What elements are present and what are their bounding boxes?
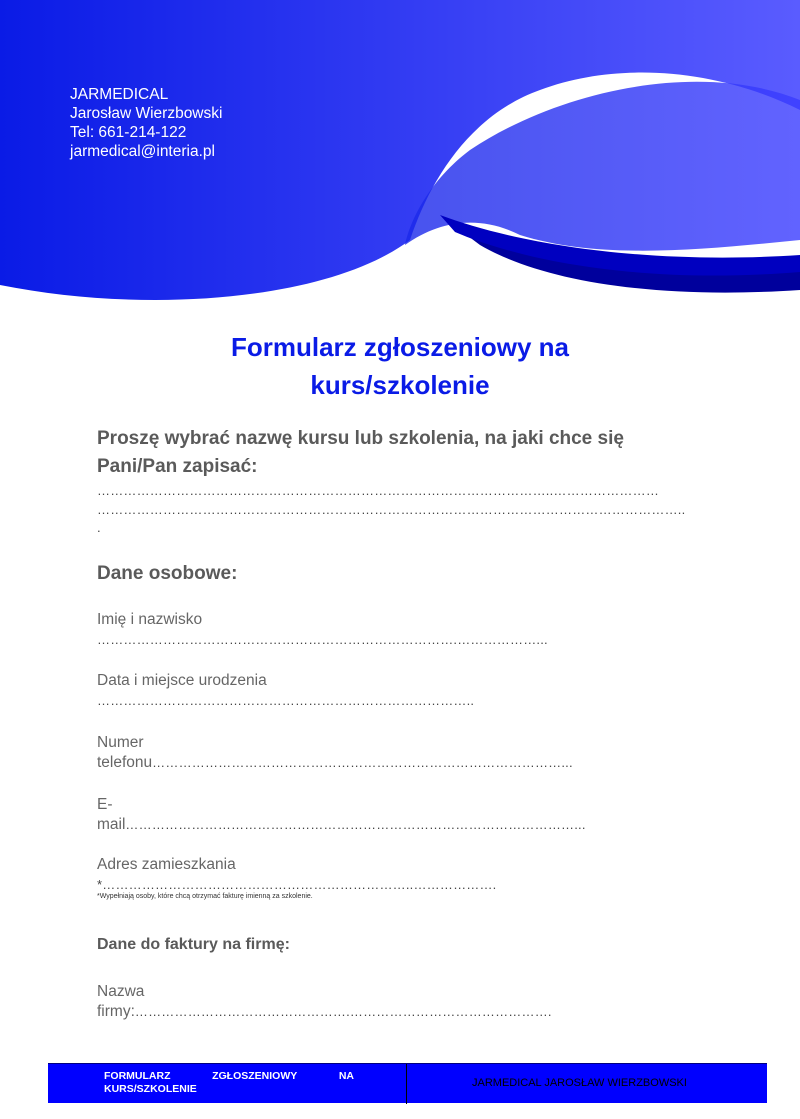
page-title [0,328,800,404]
phone-label-2: telefonu [97,754,153,771]
company-label-2: firmy: [97,1003,135,1020]
name-label: Imię i nazwisko [97,611,203,628]
course-question [97,425,737,481]
birth-label: Data i miejsce urodzenia [97,672,267,689]
owner-name: Jarosław Wierzbowski [70,105,223,122]
address-note: *Wypełniają osoby, które chcą otrzymać fakturę imienną za szkolenie. [97,893,313,900]
birth-field[interactable]: ………………………………………………………………………….. [97,693,475,708]
phone-field-group [97,733,573,773]
company-field-group [97,982,552,1022]
email-field[interactable]: …………………………………………………………………………………………... [125,817,586,832]
name-field-group [97,610,548,650]
birth-field-group [97,671,474,711]
personal-data-heading: Dane osobowe: [97,563,238,584]
company-name: JARMEDICAL [70,86,169,103]
course-field-line-1[interactable]: …………………………………………………………………………………………..…………………… [97,483,660,498]
contact-block [70,85,222,161]
phone-field[interactable]: …………………………………………………………………………………... [152,755,573,770]
footer-form-title [104,1070,354,1096]
course-question-line-1: Proszę wybrać nazwę kursu lub szkolenia, na jaki chce się [97,428,624,449]
company-field[interactable]: ………………………………………….………………………………………. [134,1004,552,1019]
footer-word-1: FORMULARZ [104,1070,171,1082]
email-address: jarmedical@interia.pl [70,143,215,160]
address-field-group [97,855,497,895]
course-field-line-2[interactable]: …………………………………………………………………………………………………………………….. [97,502,686,517]
footer-company: JARMEDICAL JAROSŁAW WIERZBOWSKI [472,1077,687,1089]
title-line-2: kurs/szkolenie [310,370,490,400]
footer-word-2: ZGŁOSZENIOWY [212,1070,298,1082]
invoice-heading: Dane do faktury na firmę: [97,936,290,953]
phone-label-1: Numer [97,734,144,751]
page-footer [48,1063,767,1103]
footer-divider [406,1064,407,1104]
footer-line-2: KURS/SZKOLENIE [104,1083,197,1095]
header-wave-background [0,0,800,330]
name-field[interactable]: ……………………………………………………………………….………………... [97,632,548,647]
footer-word-3: NA [338,1070,354,1082]
email-field-group [97,795,586,835]
address-field[interactable]: *……………………………………………………………..………………. [97,877,497,892]
address-label: Adres zamieszkania [97,856,236,873]
email-label-1: E- [97,796,113,813]
course-question-line-2: Pani/Pan zapisać: [97,456,258,477]
email-label-2: mail [97,816,126,833]
course-field-line-3: . [97,520,101,535]
phone-number: Tel: 661-214-122 [70,124,187,141]
title-line-1: Formularz zgłoszeniowy na [230,332,570,362]
company-label-1: Nazwa [97,983,145,1000]
